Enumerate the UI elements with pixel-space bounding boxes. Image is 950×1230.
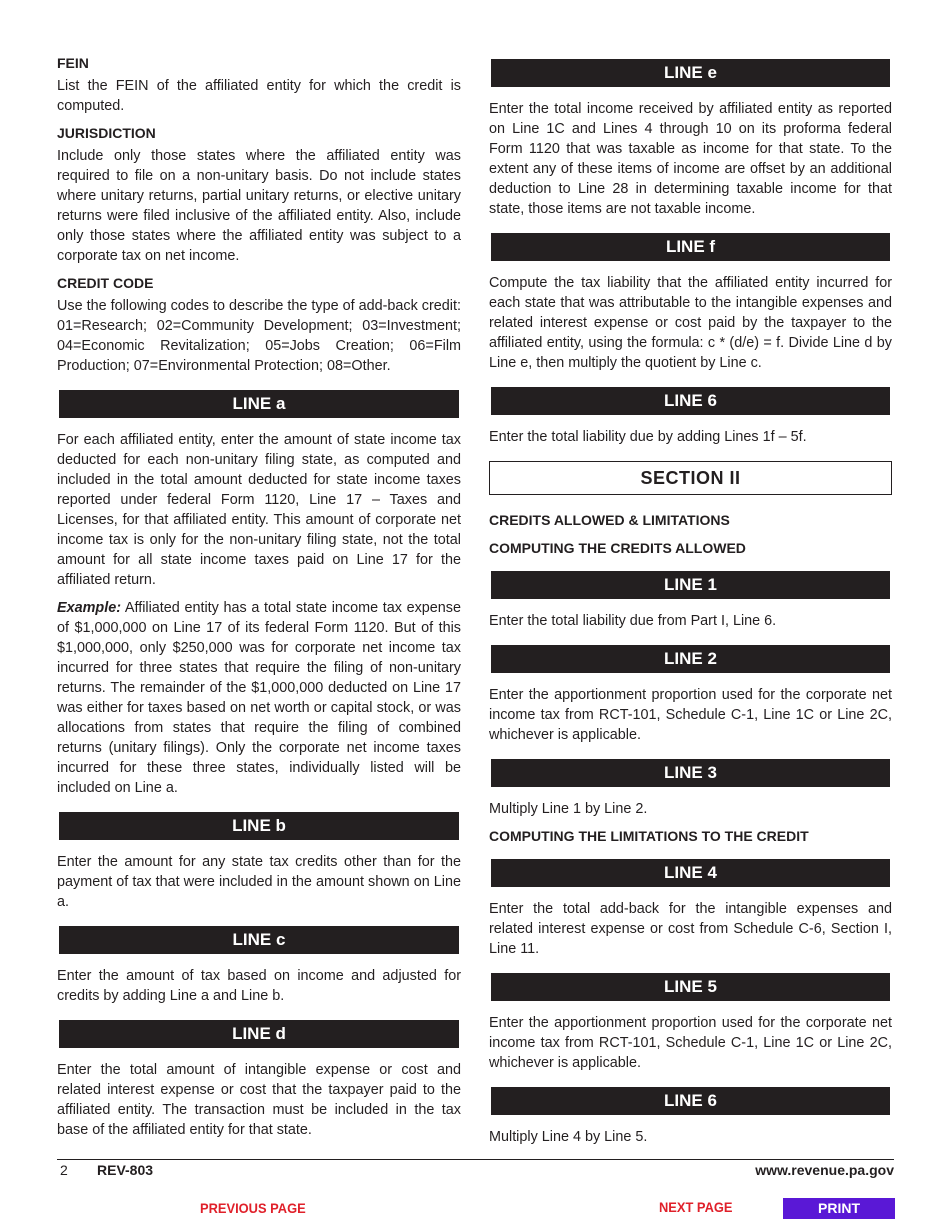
line-a-example bbox=[57, 598, 461, 798]
line-f-text: Compute the tax liability that the affiliated entity incurred for each state that was attributable to the intangible expenses and related interest expense or cost paid by the taxpayer to the affiliated entity, using the formula: c * (d/e) = f. Divide Line d by Line e, then multiply the quotient by Line c. bbox=[489, 275, 892, 371]
line-f-header: LINE f bbox=[491, 233, 890, 261]
credit-code-heading: CREDIT CODE bbox=[57, 275, 154, 291]
example-text: Affiliated entity has a total state income tax expense of $1,000,000 on Line 17 of its federal Form 1120. But of this $1,000,000, only $250,000 was for corporate net income tax incurred for three states that require the filing of non-unitary returns. The remainder of the $1,000,000 deducted on Line 17 was either for taxes based on net worth or capital stock, or was allocations from states that require the filing of combined returns (unitary filings). Only the corporate net income taxes incurred for these three states, individually listed will be included on Line a. bbox=[57, 600, 461, 796]
line-c-text: Enter the amount of tax based on income and adjusted for credits by adding Line a and Line b. bbox=[57, 968, 461, 1004]
jurisdiction-text: Include only those states where the affiliated entity was required to file on a non-unitary basis. Do not include states where unitary returns, partial unitary returns, or elective unitary returns were filed inclusive of the affiliated entity. Also, include only those states where the affiliated entity was subject to a corporate tax on net income. bbox=[57, 148, 461, 264]
line-6-text: Enter the total liability due by adding Lines 1f – 5f. bbox=[489, 429, 807, 445]
line-b-header: LINE b bbox=[59, 812, 459, 840]
line-c-header: LINE c bbox=[59, 926, 459, 954]
line-4-text: Enter the total add-back for the intangible expenses and related interest expense or cost from Schedule C-6, Section I, Line 11. bbox=[489, 901, 892, 957]
previous-page-link[interactable]: PREVIOUS PAGE bbox=[200, 1200, 306, 1216]
line-b-text: Enter the amount for any state tax credits other than for the payment of tax that were included in the amount shown on Line a. bbox=[57, 854, 461, 910]
line-1-text: Enter the total liability due from Part I, Line 6. bbox=[489, 613, 777, 629]
line-5-header: LINE 5 bbox=[491, 973, 890, 1001]
website-url: www.revenue.pa.gov bbox=[755, 1162, 894, 1178]
credits-heading: CREDITS ALLOWED & LIMITATIONS bbox=[489, 512, 730, 528]
line-a-header: LINE a bbox=[59, 390, 459, 418]
line-d-header: LINE d bbox=[59, 1020, 459, 1048]
jurisdiction-heading: JURISDICTION bbox=[57, 125, 156, 141]
line-d-text: Enter the total amount of intangible expense or cost and related interest expense or cost that the taxpayer paid to the affiliated entity. The transaction must be included in the tax base of the affiliated entity for that state. bbox=[57, 1062, 461, 1138]
line-2-text: Enter the apportionment proportion used for the corporate net income tax from RCT-101, Schedule C-1, Line 1C or Line 2C, whichever is applicable. bbox=[489, 687, 892, 743]
credit-code-text: Use the following codes to describe the type of add-back credit: 01=Research; 02=Community Development; 03=Investment; 04=Economic Revitalization; 05=Jobs Creation; 06=Film Production; 07=Environmental Protection; 08=Other. bbox=[57, 298, 461, 374]
line-5-text: Enter the apportionment proportion used for the corporate net income tax from RCT-101, Schedule C-1, Line 1C or Line 2C, whichever is applicable. bbox=[489, 1015, 892, 1071]
form-id: REV-803 bbox=[97, 1162, 154, 1178]
line-3-text: Multiply Line 1 by Line 2. bbox=[489, 801, 648, 817]
page-number: 2 bbox=[60, 1162, 68, 1178]
line-6-limit-header: LINE 6 bbox=[491, 1087, 890, 1115]
footer-divider bbox=[57, 1159, 894, 1160]
line-4-header: LINE 4 bbox=[491, 859, 890, 887]
computing-credits-heading: COMPUTING THE CREDITS ALLOWED bbox=[489, 540, 746, 556]
line-e-text: Enter the total income received by affiliated entity as reported on Line 1C and Lines 4 through 10 on its proforma federal Form 1120 that was taxable as income for that state. To the extent any of these items of income are offset by an additional deduction to Line 28 in determining taxable income for that state, those items are not taxable income. bbox=[489, 101, 892, 217]
example-label: Example: bbox=[57, 600, 121, 616]
line-a-text: For each affiliated entity, enter the amount of state income tax deducted for each non-unitary filing state, as computed and included in the total amount deducted for state income taxes reported under federal Form 1120, Line 17 – Taxes and Licenses, for that affiliated entity. This amount of corporate net income tax is only for the non-unitary filing state, not the total amount for all state income taxes paid on Line 17 for the affiliated return. bbox=[57, 432, 461, 588]
right-column bbox=[489, 52, 892, 1155]
line-3-header: LINE 3 bbox=[491, 759, 890, 787]
limitations-heading: COMPUTING THE LIMITATIONS TO THE CREDIT bbox=[489, 828, 809, 844]
line-6-limit-text: Multiply Line 4 by Line 5. bbox=[489, 1129, 648, 1145]
line-e-header: LINE e bbox=[491, 59, 890, 87]
next-page-link[interactable]: NEXT PAGE bbox=[659, 1199, 733, 1215]
fein-text: List the FEIN of the affiliated entity for which the credit is computed. bbox=[57, 78, 461, 114]
fein-heading: FEIN bbox=[57, 55, 89, 71]
line-1-header: LINE 1 bbox=[491, 571, 890, 599]
print-button[interactable]: PRINT bbox=[783, 1198, 895, 1219]
line-2-header: LINE 2 bbox=[491, 645, 890, 673]
line-6-header: LINE 6 bbox=[491, 387, 890, 415]
section-ii-title: SECTION II bbox=[489, 461, 892, 495]
left-column bbox=[57, 52, 461, 1148]
